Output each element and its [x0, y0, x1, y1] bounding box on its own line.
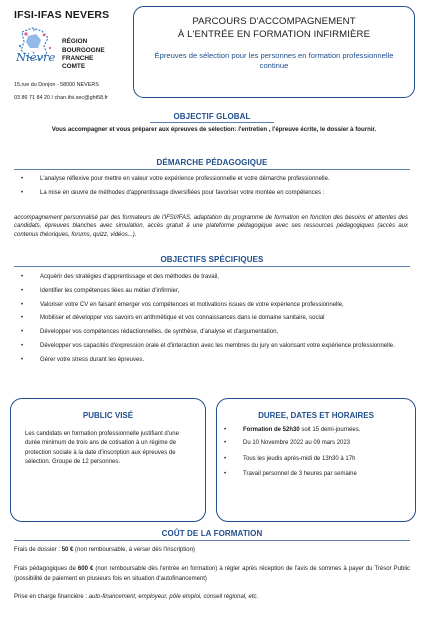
cout-detail: (non remboursable, à verser dès l'inscription)	[73, 547, 195, 553]
list-item-text: Identifier les compétences liées au métier d'infirmier,	[40, 287, 180, 294]
bullet-icon: •	[21, 274, 24, 280]
bullet-icon: •	[224, 427, 227, 434]
divider	[150, 122, 274, 123]
org-name: IFSI-IFAS NEVERS	[14, 9, 110, 21]
list-item	[14, 328, 408, 336]
list-item-text: Gérer votre stress durant les épreuves.	[40, 356, 145, 363]
title-box	[133, 6, 415, 98]
title-line-1: PARCOURS D'ACCOMPAGNEMENT	[192, 16, 356, 27]
logo-region-line: FRANCHE	[62, 55, 94, 63]
bullet-icon: •	[21, 189, 24, 196]
logo-region-line: RÉGION	[62, 38, 88, 46]
public-box	[10, 398, 206, 522]
objectifs-list	[14, 273, 408, 369]
list-item-text: L'analyse réflexive pour mettre en valeur votre expérience professionnelle et votre démarche professionnelle.	[40, 176, 330, 182]
list-item	[217, 470, 405, 478]
list-item	[14, 356, 408, 364]
public-heading: PUBLIC VISÉ	[82, 411, 134, 420]
logo-region-line: BOURGOGNE	[62, 46, 105, 54]
cout-detail: (non remboursable dès l'entrée en formation) à régler après réception de l'avis de sommes à payer du Trésor Public (possibilité de paiement en plusieurs fois en situation d'autofinancement)	[14, 566, 410, 583]
cout-line-3	[14, 593, 410, 601]
cout-amount: 50 €	[61, 547, 74, 553]
header-block	[14, 8, 128, 102]
list-item-text: La mise en œuvre de méthodes d'apprentissage diversifiées pour favoriser votre montée en compétences :	[40, 189, 325, 196]
cout-heading: COÛT DE LA FORMATION	[161, 529, 263, 538]
title-subtitle: Épreuves de sélection pour les personnes en formation professionnelle continue	[154, 50, 394, 71]
divider	[14, 169, 410, 170]
nievre-region-logo	[14, 24, 128, 82]
duree-box	[216, 398, 416, 522]
list-item	[14, 287, 408, 295]
list-item	[14, 189, 408, 197]
title-line-2: À L'ENTRÉE EN FORMATION INFIRMIÈRE	[177, 28, 371, 40]
list-item	[217, 439, 405, 447]
cout-label: Prise en charge financière :	[14, 594, 89, 600]
cout-detail: auto-financement, employeur, pôle emploi, conseil régional, etc.	[88, 594, 259, 600]
duree-list	[217, 426, 405, 478]
cout-line-1	[14, 546, 410, 554]
contact: 03 86 71 84 20 / chan.ifsi.sec@ght58.fr	[14, 94, 108, 101]
list-item	[14, 342, 408, 350]
list-item-text: Acquérir des stratégies d'apprentissage et des méthodes de travail,	[40, 274, 219, 280]
demarche-heading: DÉMARCHE PÉDAGOGIQUE	[156, 158, 268, 167]
public-text: Les candidats en formation professionnelle justifiant d'une durée minimum de trois ans de cotisation à un régime de protection sociale à la date d'inscription aux épreuves de sélection. Groupe de 12 personnes.	[25, 431, 179, 465]
list-item	[14, 175, 408, 183]
list-item-text: Développer vos compétences rédactionnelles, de synthèse, d'analyse et d'argumentation,	[40, 329, 279, 336]
bullet-icon: •	[21, 329, 24, 336]
address: 15,rue du Donjon - 58000 NEVERS	[14, 82, 99, 89]
divider	[14, 266, 410, 267]
list-item-text: Du 10 Novembre 2022 au 09 mars 2023	[243, 440, 351, 447]
objectif-global-heading: OBJECTIF GLOBAL	[173, 112, 251, 121]
bullet-icon: •	[21, 176, 24, 182]
bullet-icon: •	[21, 301, 24, 308]
bullet-icon: •	[21, 342, 24, 349]
list-item	[14, 273, 408, 281]
list-item-text: Travail personnel de 3 heures par semaine	[243, 470, 357, 477]
cout-amount: 600 €	[77, 566, 94, 572]
bullet-icon: •	[21, 287, 24, 294]
demarche-note: accompagnement personnalisé par des formateurs de l'IFSI/IFAS, adaptation du programme de formation en fonction des besoins et attentes des candidats, épreuves blanches avec simulation, accès gratuit à une plateforme pédagogique avec ses ressources pédagogiques (accès aux contenus théoriques, forums, quizz, vidéos...).	[14, 215, 408, 238]
list-item-text-bold: Formation de 52h30	[243, 427, 300, 434]
cout-label: Frais de dossier :	[14, 547, 62, 553]
list-item-text: Mobiliser et développer vos savoirs en arithmétique et vos connaissances dans le domaine sanitaire, social	[40, 315, 325, 322]
divider	[14, 540, 410, 541]
bullet-icon: •	[224, 455, 227, 462]
bullet-icon: •	[224, 440, 227, 447]
bullet-icon: •	[224, 470, 227, 477]
list-item-text: soit 15 demi-journées.	[299, 427, 361, 434]
bullet-icon: •	[21, 356, 24, 363]
cout-line-2	[14, 564, 410, 584]
bullet-icon: •	[21, 315, 24, 322]
list-item	[217, 455, 405, 463]
objectifs-specifiques-heading: OBJECTIFS SPÉCIFIQUES	[160, 255, 264, 264]
objectif-global-text: Vous accompagner et vous préparer aux épreuves de sélection: l'entretien , l'épreuve écrite, le dossier à fournir.	[51, 126, 377, 133]
cout-label: Frais pédagogiques de	[14, 566, 78, 572]
logo-region-line: COMTE	[62, 63, 86, 71]
list-item	[14, 301, 408, 309]
duree-heading: DUREE, DATES ET HORAIRES	[258, 411, 374, 420]
list-item-text: Développer vos capacités d'expression orale et d'interaction avec les membres du jury en valorisant votre expérience professionnelle.	[40, 342, 395, 349]
demarche-list	[14, 175, 408, 203]
logo-nievre-text: Nièvre	[16, 50, 56, 65]
list-item	[217, 426, 405, 434]
list-item	[14, 314, 408, 322]
logo-region-text	[62, 38, 105, 71]
list-item-text: Tous les jeudis après-midi de 13h30 à 17h	[243, 455, 356, 462]
list-item-text: Valoriser votre CV en faisant émerger vos compétences et motivations issues de votre expérience professionnelle,	[40, 301, 344, 308]
